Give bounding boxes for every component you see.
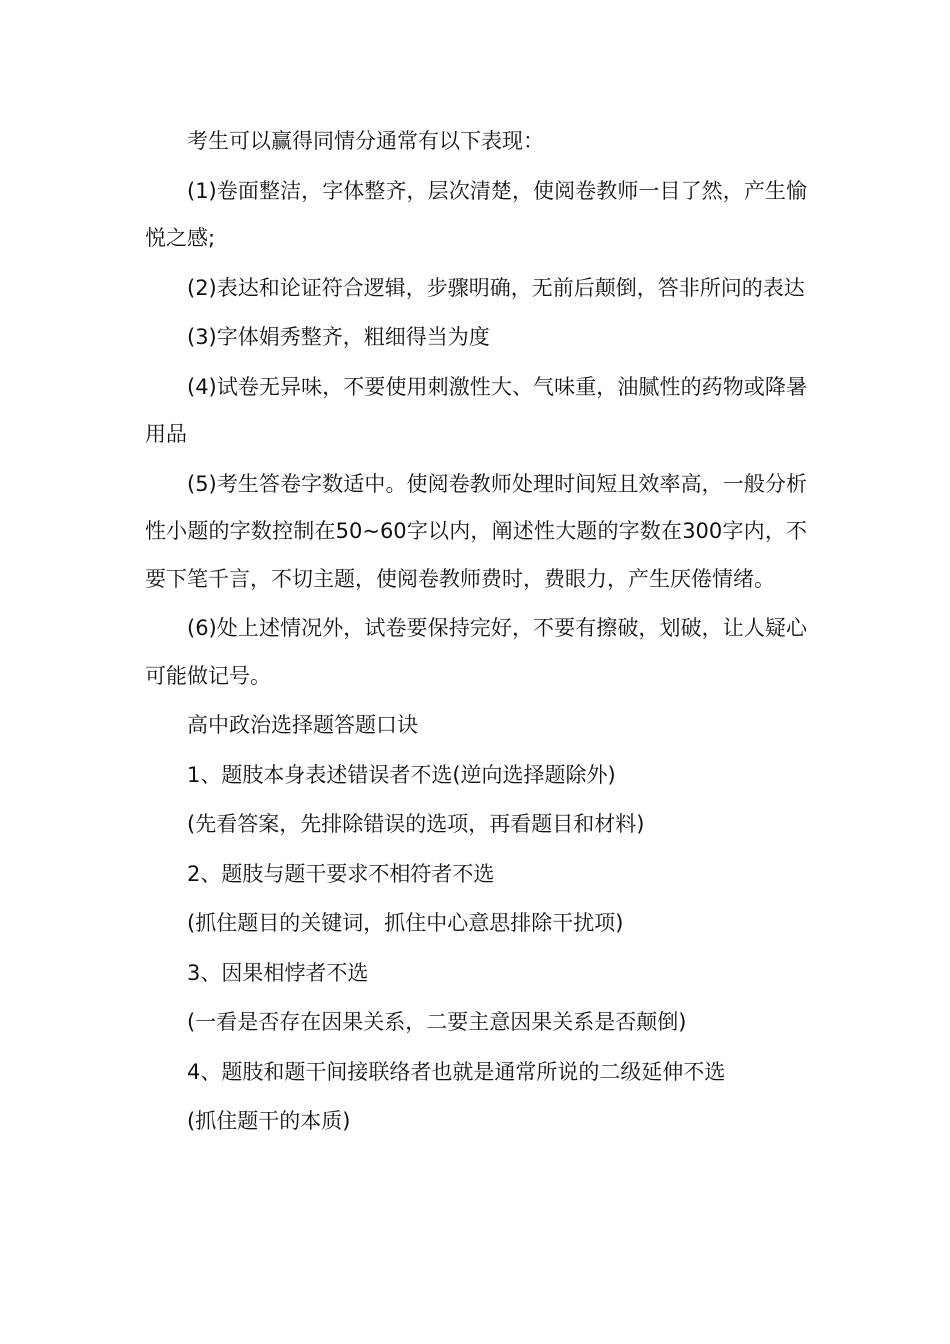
rule-3-note: (一看是否存在因果关系，二要主意因果关系是否颠倒): [187, 1010, 687, 1034]
paragraph-item-2: (2)表达和论证符合逻辑，步骤明确，无前后颠倒，答非所问的表达: [187, 275, 805, 300]
rule-3: 3、因果相悖者不选: [187, 960, 369, 985]
rule-2-note: (抓住题目的关键词，抓住中心意思排除干扰项): [187, 911, 624, 935]
rule-2: 2、题肢与题干要求不相符者不选: [187, 861, 495, 886]
paragraph-item-1: (1)卷面整洁，字体整齐，层次清楚，使阅卷教师一目了然，产生愉悦之感;: [145, 178, 807, 250]
rule-4: 4、题肢和题干间接联络者也就是通常所说的二级延伸不选: [187, 1059, 726, 1084]
section-heading: 高中政治选择题答题口诀: [187, 713, 418, 737]
paragraph-item-6: (6)处上述情况外，试卷要保持完好，不要有擦破，划破，让人疑心可能做记号。: [145, 616, 807, 688]
document-body: [145, 118, 807, 1146]
paragraph-item-5: (5)考生答卷字数适中。使阅卷教师处理时间短且效率高，一般分析性小题的字数控制在50~60字以内，阐述性大题的字数在300字内，不要下笔千言，不切主题，使阅卷教师费时，费眼力，产生厌倦情绪。: [145, 471, 807, 591]
paragraph-item-3: (3)字体娟秀整齐，粗细得当为度: [187, 325, 490, 349]
rule-4-note: (抓住题干的本质): [187, 1109, 351, 1133]
paragraph-item-4: (4)试卷无异味，不要使用刺激性大、气味重，油腻性的药物或降暑用品: [145, 374, 807, 446]
paragraph-intro: 考生可以赢得同情分通常有以下表现：: [187, 129, 544, 153]
rule-1-note: (先看答案，先排除错误的选项，再看题目和材料): [187, 812, 645, 836]
rule-1: 1、题肢本身表述错误者不选(逆向选择题除外): [187, 762, 616, 787]
